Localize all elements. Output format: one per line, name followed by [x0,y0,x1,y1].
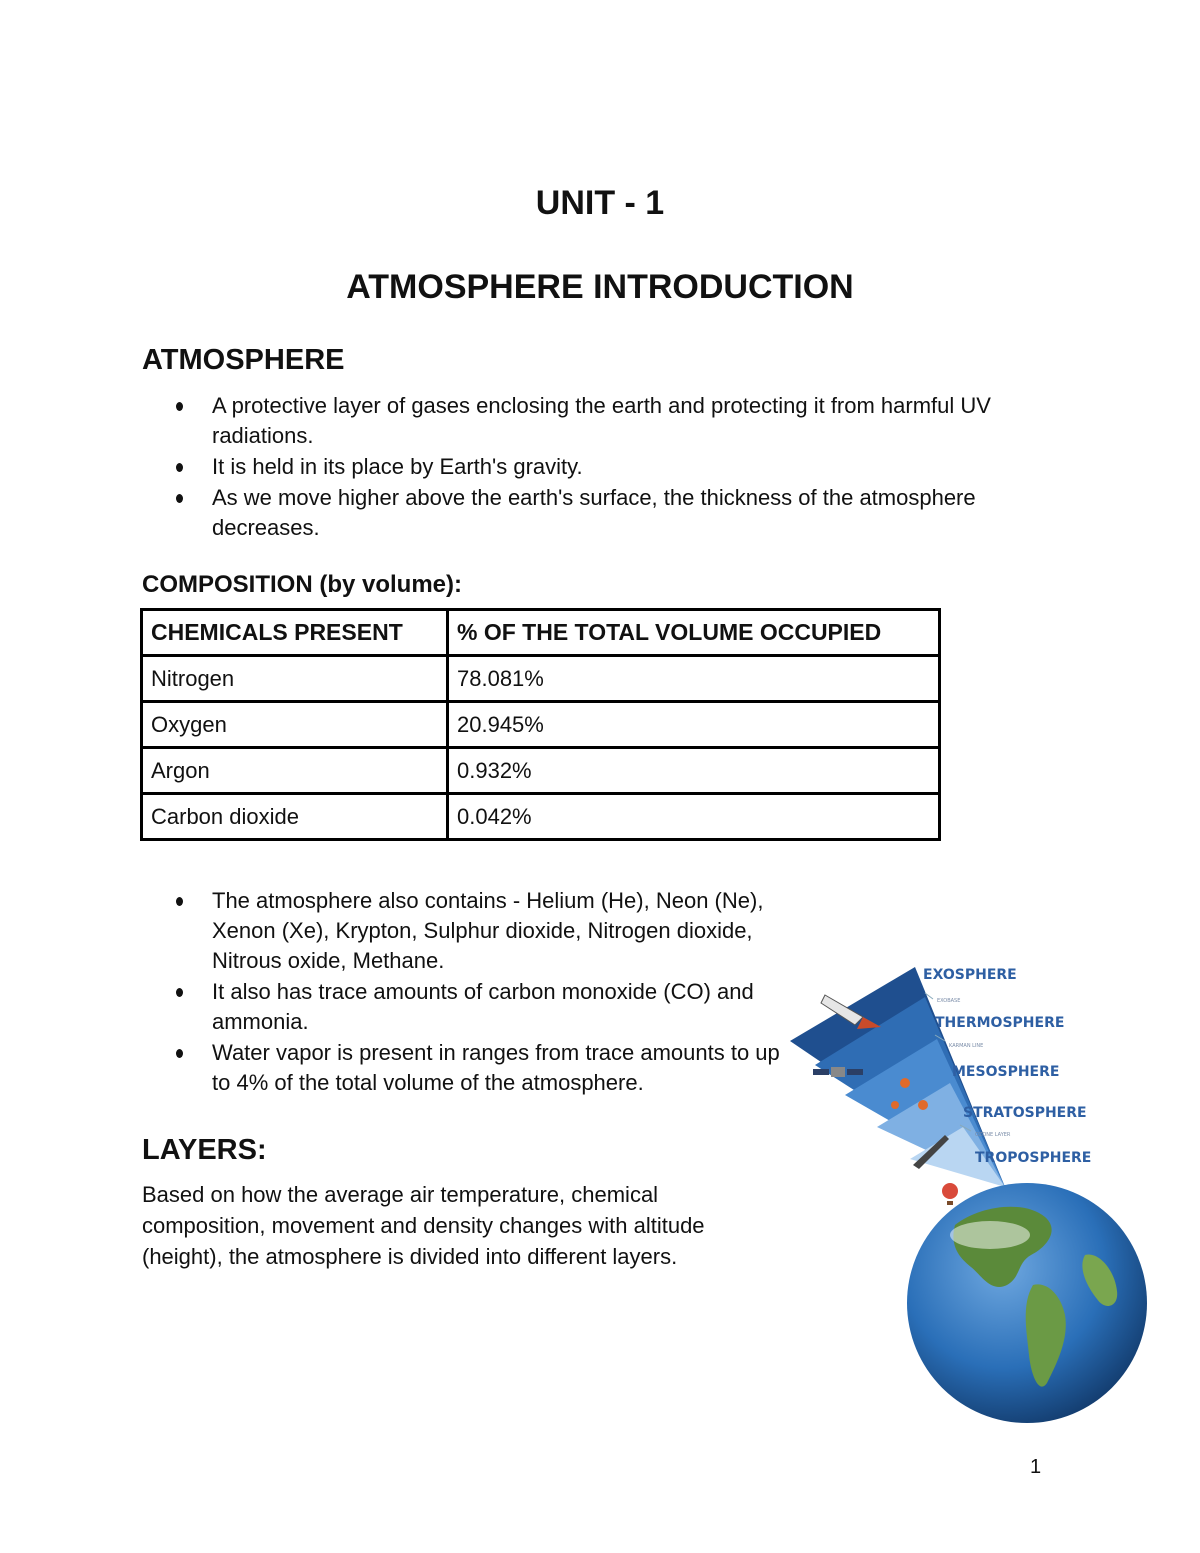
table-cell: 0.932% [448,748,940,794]
label-troposphere: TROPOSPHERE [975,1150,1092,1166]
table-cell: 20.945% [448,702,940,748]
label-ozone-layer: OZONE LAYER [975,1132,1011,1138]
bullet-icon [176,494,183,503]
list-item [142,391,1062,451]
table-row [142,748,940,794]
bullet-text: A protective layer of gases enclosing the earth and protecting it from harmful UV radiations. [212,393,991,448]
document-title: ATMOSPHERE INTRODUCTION [346,268,854,306]
list-item [142,1038,782,1098]
bullet-icon [176,402,183,411]
table-header-row [142,610,940,656]
table-row [142,794,940,840]
table-row [142,656,940,702]
list-item [142,886,782,976]
composition-bullet-list [142,886,782,1099]
table-cell: 0.042% [448,794,940,840]
bullet-icon [176,463,183,472]
table-cell: Oxygen [142,702,448,748]
table-cell: Argon [142,748,448,794]
bullet-text: The atmosphere also contains - Helium (He), Neon (Ne), Xenon (Xe), Krypton, Sulphur dioxide, Nitrogen dioxide, Nitrous oxide, Methane. [212,888,764,973]
page-number: 1 [1030,1456,1042,1478]
atmosphere-bullet-list [142,391,1062,544]
bullet-icon [176,988,183,997]
bullet-text: Water vapor is present in ranges from trace amounts to up to 4% of the total volume of the atmosphere. [212,1040,780,1095]
table-row [142,702,940,748]
section-heading-atmosphere: ATMOSPHERE [142,344,345,376]
list-item [142,483,1062,543]
table-header-cell: % OF THE TOTAL VOLUME OCCUPIED [448,610,940,656]
list-item [142,977,782,1037]
bullet-icon [176,897,183,906]
bullet-text: It is held in its place by Earth's gravity. [212,454,583,479]
label-thermosphere: THERMOSPHERE [935,1015,1065,1031]
label-mesosphere: MESOSPHERE [952,1064,1060,1080]
label-stratosphere: STRATOSPHERE [963,1105,1087,1121]
bullet-text: It also has trace amounts of carbon monoxide (CO) and ammonia. [212,979,754,1034]
label-karman-line: KARMAN LINE [949,1043,984,1049]
table-cell: Nitrogen [142,656,448,702]
list-item [142,452,1062,482]
label-exosphere: EXOSPHERE [923,967,1017,983]
composition-table [140,608,941,841]
bullet-icon [176,1049,183,1058]
section-heading-layers: LAYERS: [142,1134,267,1166]
table-cell: 78.081% [448,656,940,702]
section-heading-composition: COMPOSITION (by volume): [142,571,463,598]
layers-description: Based on how the average air temperature, chemical composition, movement and density changes with altitude (height), the atmosphere is divided into different layers. [142,1182,705,1269]
table-cell: Carbon dioxide [142,794,448,840]
hot-air-balloon-icon [942,1183,958,1205]
label-exobase: EXOBASE [937,998,961,1004]
table-header-cell: CHEMICALS PRESENT [142,610,448,656]
unit-title: UNIT - 1 [535,184,665,222]
atmosphere-layers-illustration [785,955,1165,1425]
earth-globe-icon [907,1183,1147,1423]
bullet-text: As we move higher above the earth's surface, the thickness of the atmosphere decreases. [212,485,976,540]
